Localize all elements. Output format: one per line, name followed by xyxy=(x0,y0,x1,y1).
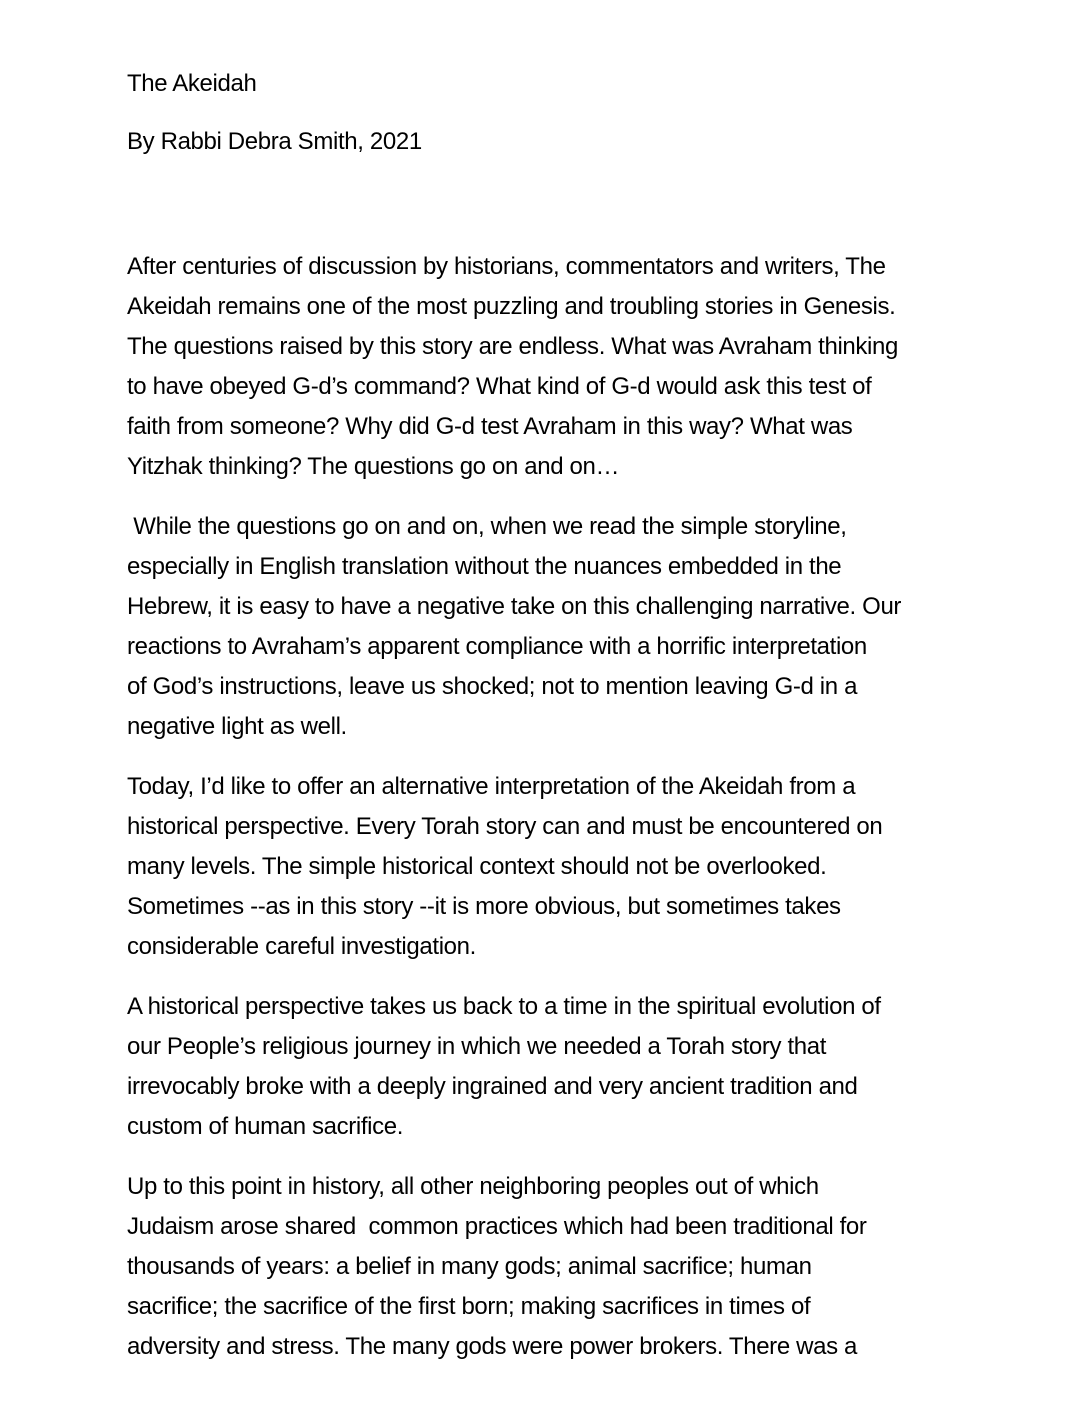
text-line: many levels. The simple historical context should not be overlooked. xyxy=(127,853,827,880)
text-line: The questions raised by this story are endless. What was Avraham thinking xyxy=(127,333,899,360)
text-line: faith from someone? Why did G-d test Avraham in this way? What was xyxy=(127,413,853,440)
text-line: sacrifice; the sacrifice of the first born; making sacrifices in times of xyxy=(127,1293,811,1320)
text-line: negative light as well. xyxy=(127,713,347,740)
text-line: Up to this point in history, all other neighboring peoples out of which xyxy=(127,1173,819,1200)
text-line: considerable careful investigation. xyxy=(127,933,476,960)
text-line: historical perspective. Every Torah story can and must be encountered on xyxy=(127,813,883,840)
document-byline: By Rabbi Debra Smith, 2021 xyxy=(127,128,422,155)
paragraph xyxy=(127,767,998,967)
document-body xyxy=(127,247,998,1367)
text-line: Sometimes --as in this story --it is more obvious, but sometimes takes xyxy=(127,893,841,920)
paragraph xyxy=(127,987,998,1147)
text-line: custom of human sacrifice. xyxy=(127,1113,404,1140)
text-line: Judaism arose shared common practices which had been traditional for xyxy=(127,1213,867,1240)
text-line: irrevocably broke with a deeply ingrained and very ancient tradition and xyxy=(127,1073,858,1100)
text-line: After centuries of discussion by historians, commentators and writers, The xyxy=(127,253,886,280)
text-line: adversity and stress. The many gods were power brokers. There was a xyxy=(127,1333,858,1360)
text-line: Hebrew, it is easy to have a negative take on this challenging narrative. Our xyxy=(127,593,902,620)
text-line: thousands of years: a belief in many gods; animal sacrifice; human xyxy=(127,1253,812,1280)
document-title: The Akeidah xyxy=(127,70,257,97)
text-line: While the questions go on and on, when we read the simple storyline, xyxy=(127,513,847,540)
paragraph xyxy=(127,247,998,487)
text-line: Akeidah remains one of the most puzzling and troubling stories in Genesis. xyxy=(127,293,896,320)
text-line: Today, I’d like to offer an alternative interpretation of the Akeidah from a xyxy=(127,773,856,800)
text-line: Yitzhak thinking? The questions go on and on… xyxy=(127,453,620,480)
text-line: to have obeyed G-d’s command? What kind of G-d would ask this test of xyxy=(127,373,872,400)
text-line: especially in English translation without the nuances embedded in the xyxy=(127,553,842,580)
paragraph xyxy=(127,507,998,747)
text-line: of God’s instructions, leave us shocked; not to mention leaving G-d in a xyxy=(127,673,858,700)
paragraph xyxy=(127,1167,998,1367)
text-line: A historical perspective takes us back to a time in the spiritual evolution of xyxy=(127,993,881,1020)
text-line: our People’s religious journey in which we needed a Torah story that xyxy=(127,1033,827,1060)
text-line: reactions to Avraham’s apparent compliance with a horrific interpretation xyxy=(127,633,867,660)
